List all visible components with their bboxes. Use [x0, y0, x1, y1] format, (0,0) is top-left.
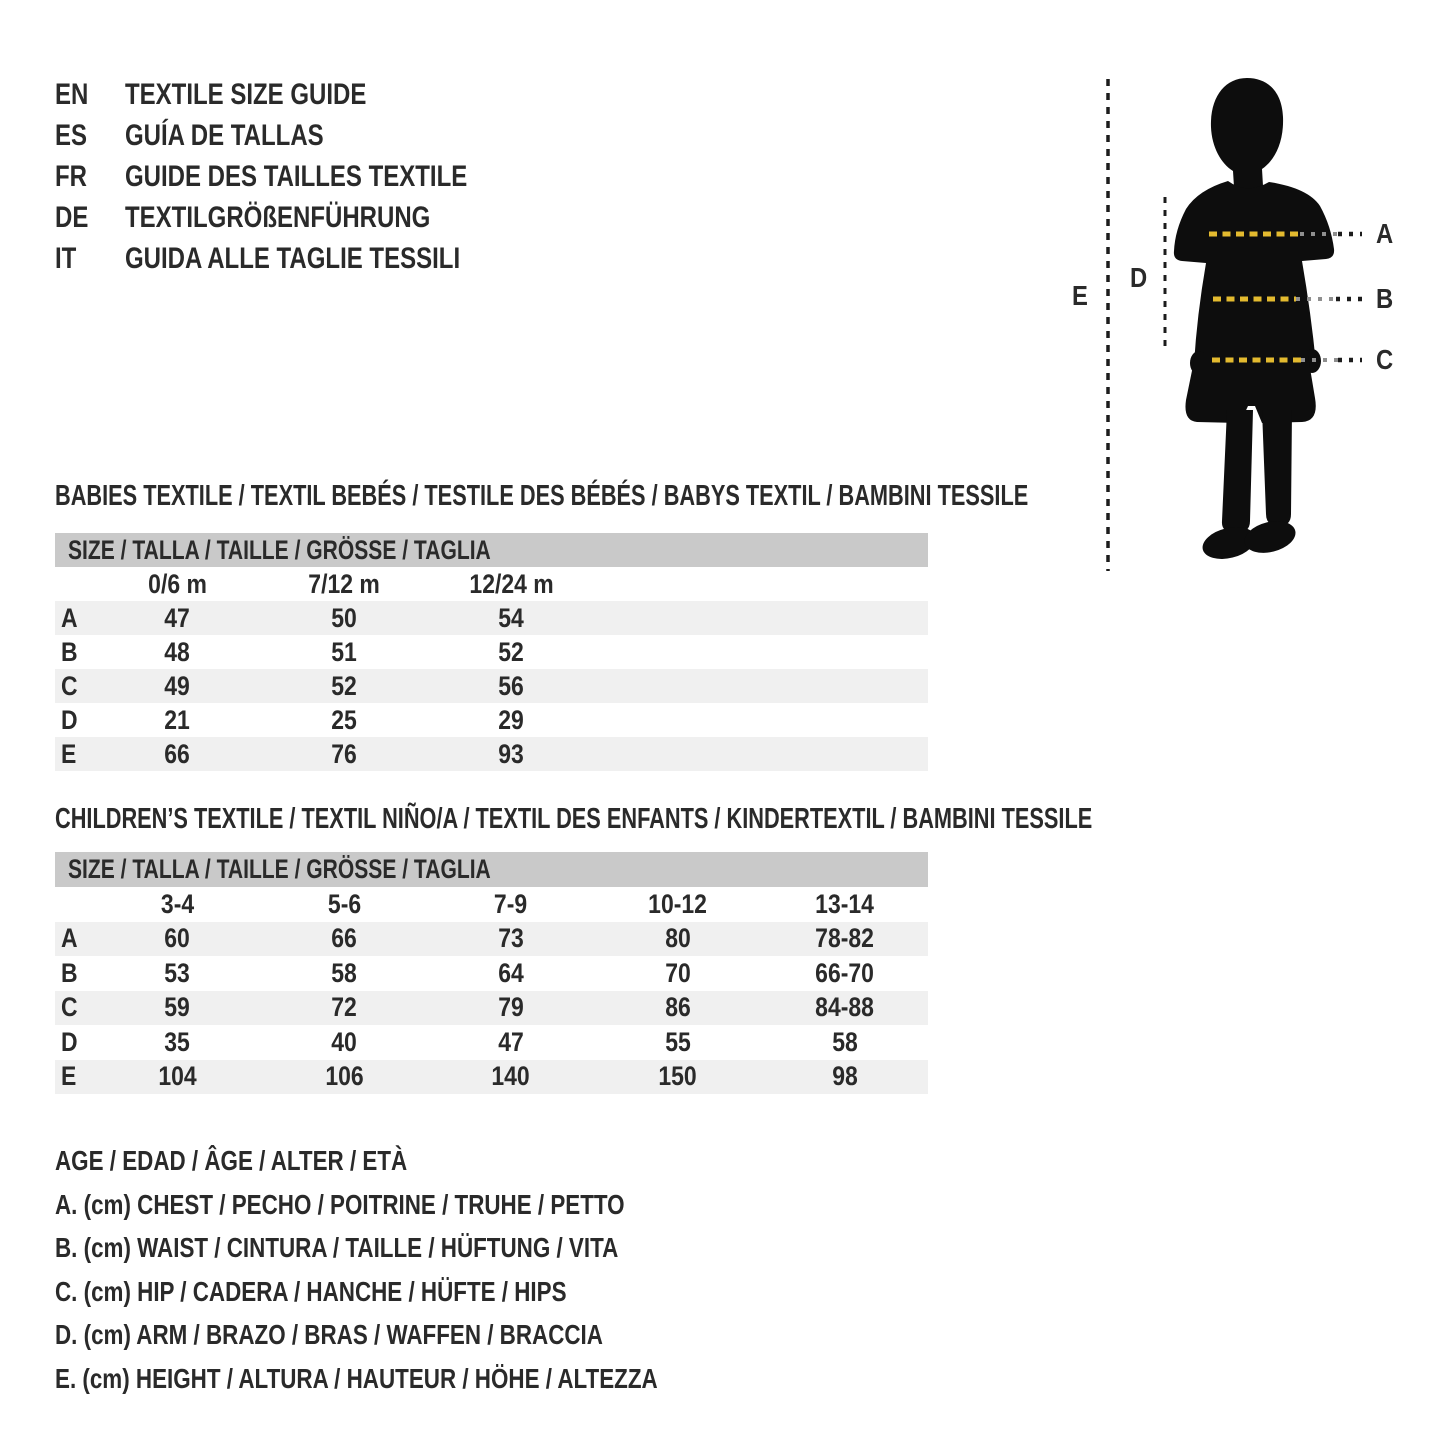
- language-row: [55, 74, 553, 115]
- guide-title: TEXTILGRÖßENFÜHRUNG: [125, 201, 431, 234]
- measure-label-arm: D: [1130, 262, 1148, 293]
- cell-value: 70: [665, 957, 691, 988]
- cell-value: 35: [164, 1026, 191, 1057]
- cell-value: 104: [158, 1061, 197, 1092]
- language-header: [55, 74, 553, 279]
- language-row: [55, 197, 553, 238]
- measure-label-hip: C: [1376, 344, 1394, 375]
- cell-value: 84-88: [815, 992, 874, 1023]
- measurement-row: [55, 669, 928, 703]
- column-header: 5-6: [327, 888, 361, 919]
- cell-value: 53: [164, 957, 191, 988]
- children-section-title: CHILDREN’S TEXTILE / TEXTIL NIÑO/A / TEXTIL DES ENFANTS / KINDERTEXTIL / BAMBINI TESSILE: [55, 803, 1093, 835]
- cell-value: 50: [331, 602, 358, 633]
- row-label: E: [61, 1061, 77, 1092]
- legend-line: D. (cm) ARM / BRAZO / BRAS / WAFFEN / BRACCIA: [55, 1319, 603, 1350]
- measurement-row: [55, 601, 928, 635]
- cell-value: 48: [164, 636, 191, 667]
- column-header: 0/6 m: [148, 568, 207, 599]
- language-code: ES: [55, 119, 88, 152]
- cell-value: 49: [164, 670, 191, 701]
- measurement-row: [55, 1060, 928, 1095]
- column-header: 10-12: [648, 888, 708, 919]
- cell-value: 73: [498, 923, 524, 954]
- size-columns-row: [55, 567, 928, 601]
- cell-value: 25: [331, 704, 358, 735]
- cell-value: 78-82: [815, 923, 874, 954]
- cell-value: 106: [325, 1061, 364, 1092]
- cell-value: 47: [498, 1026, 524, 1057]
- column-header: 12/24 m: [469, 568, 554, 599]
- cell-value: 76: [331, 738, 358, 769]
- column-header: 13-14: [815, 888, 874, 919]
- cell-value: 98: [831, 1061, 858, 1092]
- cell-value: 59: [164, 992, 191, 1023]
- guide-title: GUÍA DE TALLAS: [125, 119, 324, 152]
- measurement-legend: [55, 1139, 808, 1400]
- row-label: E: [61, 738, 77, 769]
- row-label: B: [61, 957, 78, 988]
- measurement-row: [55, 956, 928, 991]
- cell-value: 52: [498, 636, 525, 667]
- measure-label-chest: A: [1376, 218, 1394, 249]
- legend-line: C. (cm) HIP / CADERA / HANCHE / HÜFTE / HIPS: [55, 1275, 567, 1307]
- cell-value: 66: [331, 923, 357, 954]
- legend-line: A. (cm) CHEST / PECHO / POITRINE / TRUHE / PETTO: [55, 1188, 625, 1220]
- language-code: EN: [55, 78, 89, 111]
- row-label: A: [61, 923, 78, 954]
- language-code: FR: [55, 160, 87, 193]
- row-label: C: [61, 670, 78, 701]
- row-label: D: [61, 1026, 78, 1057]
- cell-value: 55: [665, 1026, 691, 1057]
- cell-value: 29: [498, 704, 525, 735]
- size-columns-row: [55, 887, 928, 922]
- cell-value: 58: [331, 957, 357, 988]
- child-silhouette-illustration: [1050, 60, 1445, 600]
- row-label: A: [61, 602, 78, 633]
- cell-value: 60: [164, 923, 191, 954]
- children-size-table: [55, 852, 928, 1094]
- cell-value: 150: [658, 1061, 697, 1092]
- measure-label-height: E: [1072, 280, 1088, 311]
- cell-value: 64: [498, 957, 524, 988]
- cell-value: 72: [331, 992, 357, 1023]
- language-code: IT: [55, 242, 77, 275]
- guide-title: TEXTILE SIZE GUIDE: [125, 78, 367, 111]
- cell-value: 66-70: [815, 957, 874, 988]
- cell-value: 86: [665, 992, 691, 1023]
- row-label: C: [61, 992, 78, 1023]
- row-label: B: [61, 636, 78, 667]
- cell-value: 21: [164, 704, 191, 735]
- cell-value: 93: [498, 738, 525, 769]
- legend-line: AGE / EDAD / ÂGE / ALTER / ETÀ: [55, 1145, 408, 1176]
- language-row: [55, 238, 553, 279]
- language-code: DE: [55, 201, 89, 234]
- legend-line: E. (cm) HEIGHT / ALTURA / HAUTEUR / HÖHE / ALTEZZA: [55, 1362, 658, 1394]
- table-header-bar: SIZE / TALLA / TAILLE / GRÖSSE / TAGLIA: [55, 533, 928, 567]
- measurement-row: [55, 737, 928, 771]
- cell-value: 58: [831, 1026, 858, 1057]
- measurement-row: [55, 703, 928, 737]
- cell-value: 52: [331, 670, 358, 701]
- measurement-row: [55, 991, 928, 1026]
- cell-value: 79: [498, 992, 524, 1023]
- measure-label-waist: B: [1376, 283, 1394, 314]
- babies-size-table: [55, 533, 928, 771]
- language-row: [55, 115, 553, 156]
- cell-value: 40: [331, 1026, 357, 1057]
- cell-value: 56: [498, 670, 525, 701]
- column-header: 7-9: [494, 888, 528, 919]
- cell-value: 66: [164, 738, 191, 769]
- row-label: D: [61, 704, 78, 735]
- guide-title: GUIDE DES TAILLES TEXTILE: [125, 160, 468, 193]
- cell-value: 54: [498, 602, 525, 633]
- measurement-row: [55, 922, 928, 957]
- cell-value: 47: [164, 602, 191, 633]
- language-row: [55, 156, 553, 197]
- legend-line: B. (cm) WAIST / CINTURA / TAILLE / HÜFTUNG / VITA: [55, 1232, 619, 1263]
- column-header: 3-4: [160, 888, 194, 919]
- column-header: 7/12 m: [308, 568, 381, 599]
- cell-value: 80: [665, 923, 691, 954]
- guide-title: GUIDA ALLE TAGLIE TESSILI: [125, 242, 461, 275]
- measurement-row: [55, 635, 928, 669]
- babies-section-title: BABIES TEXTILE / TEXTIL BEBÉS / TESTILE DES BÉBÉS / BABYS TEXTIL / BAMBINI TESSILE: [55, 480, 1029, 512]
- table-header-bar: SIZE / TALLA / TAILLE / GRÖSSE / TAGLIA: [55, 852, 928, 887]
- cell-value: 140: [491, 1061, 531, 1092]
- measurement-row: [55, 1025, 928, 1060]
- cell-value: 51: [331, 636, 358, 667]
